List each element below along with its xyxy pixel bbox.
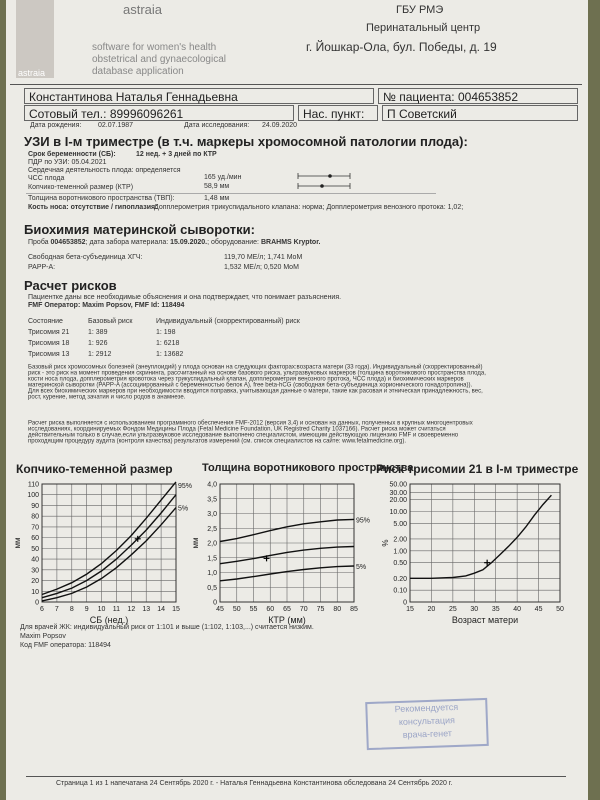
- x-tick-label: 60: [266, 606, 275, 613]
- series-line: [42, 482, 176, 595]
- para1-line: кости носа плода, допплерометрия кровотока через трикуспидальный клапан, допплерометрия венозного протока, ЧСС плода) и биохимических маркеров: [28, 376, 464, 383]
- y-tick-label: 40: [31, 556, 39, 564]
- nasal-label: Кость носа:: [28, 204, 69, 211]
- equipment: BRAHMS Kryptor.: [260, 239, 321, 246]
- x-tick-label: 55: [249, 606, 258, 613]
- ga-value: 12 нед. + 3 дней по КТР: [136, 151, 217, 158]
- astraia-logo: [16, 0, 54, 78]
- x-tick-label: 45: [534, 606, 543, 613]
- y-tick-label: 0,5: [207, 584, 217, 592]
- y-tick-label: 30.00: [389, 490, 407, 498]
- org-name: ГБУ РМЭ: [396, 4, 444, 16]
- y-tick-label: 3,0: [207, 511, 217, 518]
- doctor-note: Для врачей ЖК: индивидуальный риск от 1:101 и выше (1:102, 1:103,...) считается низким.: [20, 624, 314, 631]
- y-tick-label: 0: [403, 599, 407, 607]
- hcg-value: 119,70 МЕ/л; 1,741 MoM: [224, 254, 303, 261]
- row-t18-ind: 1: 6218: [156, 340, 180, 347]
- nasal-bone: [28, 204, 157, 211]
- row-t13-name: Трисомия 13: [28, 351, 70, 358]
- x-axis-label: Возраст матери: [451, 615, 519, 625]
- phone-value: 89996096261: [109, 107, 184, 121]
- x-tick-label: 15: [406, 606, 414, 613]
- org-address: г. Йошкар-Ола, бул. Победы, д. 19: [306, 40, 497, 54]
- x-tick-label: 6: [40, 606, 44, 613]
- y-axis-label: мм: [13, 537, 22, 549]
- nasal-value: отсутствие / гипоплазия:: [70, 204, 158, 211]
- exam-date-value: 24.09.2020: [262, 122, 298, 129]
- para2-line: исследованиях, координируемых Фондом Медицины Плода (Fetal Medicine Foundation, UK Registred Charity 1037166). Расчет риска может считаться: [28, 426, 446, 433]
- y-tick-label: 50.00: [389, 481, 407, 489]
- pdr-value: ПДР по УЗИ: 05.04.2021: [28, 159, 107, 166]
- row-t21-ind: 1: 198: [156, 329, 176, 336]
- para2-line: проходящим процедуру аудита (контроля качества) результатов измерений (см. список специалистов на сайте: www.fetalmedicine.org).: [28, 438, 407, 445]
- doppler-text: Допплерометрия трикуспидального клапана: норма; Допплерометрия венозного протока: 1,02;: [154, 204, 464, 211]
- y-tick-label: 20: [31, 578, 39, 586]
- col-individual: Индивидуальный (скорректированный) риск: [156, 318, 300, 325]
- crl-value: 58,9 мм: [204, 183, 230, 190]
- fhr-value: 165 уд./мин: [204, 174, 242, 181]
- y-tick-label: 0: [35, 599, 39, 607]
- plot-frame: [410, 484, 560, 602]
- para1-line: материнской сыворотки (PAPP-A (ассоциированный с беременностью белок А), free beta-hCG (свободная бета-субъединица хорионического гонадотропина)).: [28, 382, 473, 389]
- y-tick-label: 70: [31, 524, 39, 532]
- y-tick-label: 3,5: [207, 496, 217, 504]
- x-tick-label: 65: [283, 606, 291, 613]
- risk-para-1: [28, 364, 486, 400]
- row-t13-base: 1: 2912: [88, 351, 112, 358]
- series-label: 5%: [356, 564, 367, 572]
- x-tick-label: 25: [448, 606, 457, 613]
- phone-box: [24, 105, 294, 121]
- x-tick-label: 14: [157, 606, 166, 613]
- series-label: 95%: [356, 517, 371, 525]
- fhr-label: ЧСС плода: [28, 175, 65, 182]
- exam-date-label: Дата исследования:: [184, 122, 250, 129]
- patient-id-label: № пациента:: [383, 90, 455, 104]
- ga-label: Срок беременности (СБ):: [28, 151, 116, 158]
- x-tick-label: 85: [350, 606, 358, 613]
- x-axis-label: СБ (нед.): [89, 615, 129, 625]
- report-page: [6, 0, 588, 800]
- y-tick-label: 30: [31, 567, 39, 575]
- series-line: [42, 495, 176, 598]
- col-state: Состояние: [28, 318, 63, 325]
- y-tick-label: 90: [31, 502, 39, 510]
- sample-id: 004653852: [50, 239, 86, 246]
- para2-line: действительным только в случае,если ультразвуковое исследование выполнено специалистом, имеющим действующую лицензию FMF и своевременно: [28, 432, 459, 439]
- x-tick-label: 45: [216, 606, 224, 613]
- para2-line: Расчет риска выполняется с использованием программного обеспечения FMF-2012 (версия 3,4) и основан на данных, полученных в крупных многоцентровых: [28, 420, 473, 427]
- y-tick-label: 2,0: [207, 540, 217, 548]
- crl-chart-title: Копчико-теменной размер: [16, 462, 173, 476]
- y-axis-label: %: [381, 539, 390, 547]
- x-tick-label: 8: [69, 606, 74, 613]
- para1-line: рост, курение, метод зачатия и число родов в анамнезе.: [28, 394, 186, 401]
- sample-date: 15.09.2020.: [170, 239, 208, 246]
- y-tick-label: 1,0: [207, 570, 217, 577]
- footer-divider: [26, 776, 566, 777]
- para1-line: Для всех биохимических маркеров при необходимости вводится поправка, учитывающая данные о матери, такие как расовая и этническая принадлежность, вес,: [28, 388, 483, 395]
- x-tick-label: 75: [316, 606, 325, 613]
- x-tick-label: 10: [97, 606, 106, 613]
- row-t21-name: Трисомия 21: [28, 329, 70, 336]
- y-tick-label: 2,5: [207, 525, 217, 533]
- row-t21-base: 1: 389: [88, 329, 108, 336]
- header-divider: [10, 84, 582, 85]
- crl-chart: [6, 478, 198, 634]
- x-tick-label: 50: [232, 606, 241, 613]
- x-tick-label: 80: [333, 606, 342, 613]
- y-tick-label: 1,5: [207, 555, 217, 563]
- consultation-stamp: [365, 698, 489, 750]
- series-label: 5%: [178, 505, 189, 513]
- operator-code: Код FMF оператора: 118494: [20, 642, 111, 649]
- consent-text: Пациентке даны все необходимые объяснения и она подтверждает, что понимает разъяснения.: [28, 294, 342, 301]
- x-tick-label: 20: [427, 606, 436, 613]
- logo-text: astraia: [18, 68, 46, 78]
- tagline-1: software for women's health: [92, 42, 217, 53]
- y-tick-label: 5.00: [393, 520, 407, 528]
- row-t18-base: 1: 926: [88, 340, 108, 347]
- stamp-line: врача-генет: [402, 728, 453, 740]
- x-tick-label: 35: [491, 606, 500, 613]
- fmf-operator: FMF Оператор: Maxim Popsov, FMF Id: 118494: [28, 302, 185, 309]
- y-tick-label: 2.00: [393, 536, 407, 544]
- dob-value: 02.07.1987: [98, 122, 134, 129]
- x-tick-label: 40: [513, 606, 522, 613]
- hcg-label: Свободная бета-субъединица ХГЧ:: [28, 254, 143, 261]
- x-axis-label: КТР (мм): [268, 615, 306, 625]
- x-tick-label: 70: [299, 606, 308, 613]
- y-tick-label: 110: [27, 481, 39, 489]
- y-tick-label: 1.00: [393, 548, 407, 556]
- stamp-line: Рекомендуется: [394, 701, 459, 715]
- y-tick-label: 0: [213, 599, 217, 607]
- patient-name: Константинова Наталья Геннадьевна: [24, 88, 374, 104]
- x-tick-label: 12: [127, 606, 136, 613]
- para1-line: Базовый риск хромосомных болезней (анеуплоидий) у плода основан на следующих факторах:возраста матери (33 года). Индивидуальный (скорректированный): [28, 364, 483, 371]
- sample-prefix: Проба: [28, 239, 49, 246]
- risk-para-2: [28, 420, 473, 444]
- x-tick-label: 50: [556, 606, 564, 613]
- nt-value: 1,48 мм: [204, 195, 230, 202]
- y-tick-label: 10.00: [389, 508, 407, 516]
- equipment-label: ; оборудование:: [207, 239, 260, 246]
- org-dept: Перинатальный центр: [366, 22, 481, 34]
- row-t13-ind: 1: 13682: [156, 351, 184, 358]
- para1-line: риск - это риск на момент проведения скрининга, рассчитанный на основе базового риска, ультразвуковых маркеров (толщина воротникового пространства плода,: [28, 370, 486, 377]
- y-axis-label: мм: [191, 537, 200, 549]
- row-t18-name: Трисомия 18: [28, 340, 70, 347]
- phone-label: Сотовый тел.:: [29, 107, 107, 121]
- signer: Maxim Popsov: [20, 633, 66, 640]
- x-tick-label: 9: [84, 606, 89, 613]
- stamp-line: консультация: [398, 715, 456, 727]
- tagline-2: obstetrical and gynaecological: [92, 54, 226, 65]
- page-footer: Страница 1 из 1 напечатана 24 Сентябрь 2020 г. - Наталья Геннадьевна Константинова обследована 24 Сентябрь 2020 г.: [56, 780, 453, 787]
- x-tick-label: 30: [470, 606, 479, 613]
- patient-id: 004653852: [457, 90, 519, 104]
- y-tick-label: 80: [31, 513, 39, 521]
- brand-name: astraia: [123, 2, 163, 17]
- series-label: 95%: [178, 483, 193, 490]
- patient-id-box: [378, 88, 578, 104]
- y-tick-label: 0.10: [393, 587, 407, 595]
- settlement-value: П Советский: [382, 105, 578, 121]
- crl-label: Копчико-теменной размер (КТР): [28, 184, 134, 191]
- x-tick-label: 11: [112, 606, 121, 613]
- y-tick-label: 60: [31, 535, 39, 543]
- nt-chart: [191, 478, 374, 634]
- t21-chart: [370, 478, 586, 634]
- sample-date-label: ; дата забора материала:: [85, 239, 169, 246]
- settlement-label: Нас. пункт:: [298, 105, 378, 121]
- uzi-divider: [26, 193, 436, 194]
- pappa-label: PAPP-A:: [28, 264, 56, 271]
- x-tick-label: 13: [142, 606, 151, 613]
- y-tick-label: 20.00: [389, 497, 407, 505]
- heart-activity: Сердечная деятельность плода: определяется: [28, 167, 181, 174]
- tagline-3: database application: [92, 66, 184, 77]
- y-tick-label: 4,0: [207, 481, 217, 489]
- plot-frame: [42, 484, 176, 602]
- y-tick-label: 10: [31, 588, 39, 596]
- bio-title: Биохимия материнской сыворотки:: [24, 222, 255, 237]
- bio-sample: [28, 239, 320, 246]
- col-base: Базовый риск: [88, 318, 133, 325]
- dob-label: Дата рождения:: [30, 122, 82, 129]
- uzi-title: УЗИ в I-м триместре (в т.ч. маркеры хромосомной патологии плода):: [24, 134, 468, 149]
- y-tick-label: 100: [27, 492, 39, 500]
- y-tick-label: 50: [31, 545, 39, 553]
- y-tick-label: 0.50: [393, 560, 407, 568]
- nt-chart-title: Толщина воротникового пространства: [202, 462, 414, 474]
- t21-chart-title: Риск трисомии 21 в I-м триместре: [376, 462, 579, 476]
- pappa-value: 1,532 МЕ/л; 0,520 MoM: [224, 264, 299, 271]
- x-tick-label: 15: [172, 606, 180, 613]
- y-tick-label: 0.20: [393, 575, 407, 583]
- x-tick-label: 7: [54, 606, 59, 613]
- risk-title: Расчет рисков: [24, 278, 117, 293]
- nt-label: Толщина воротникового пространства (ТВП):: [28, 195, 175, 202]
